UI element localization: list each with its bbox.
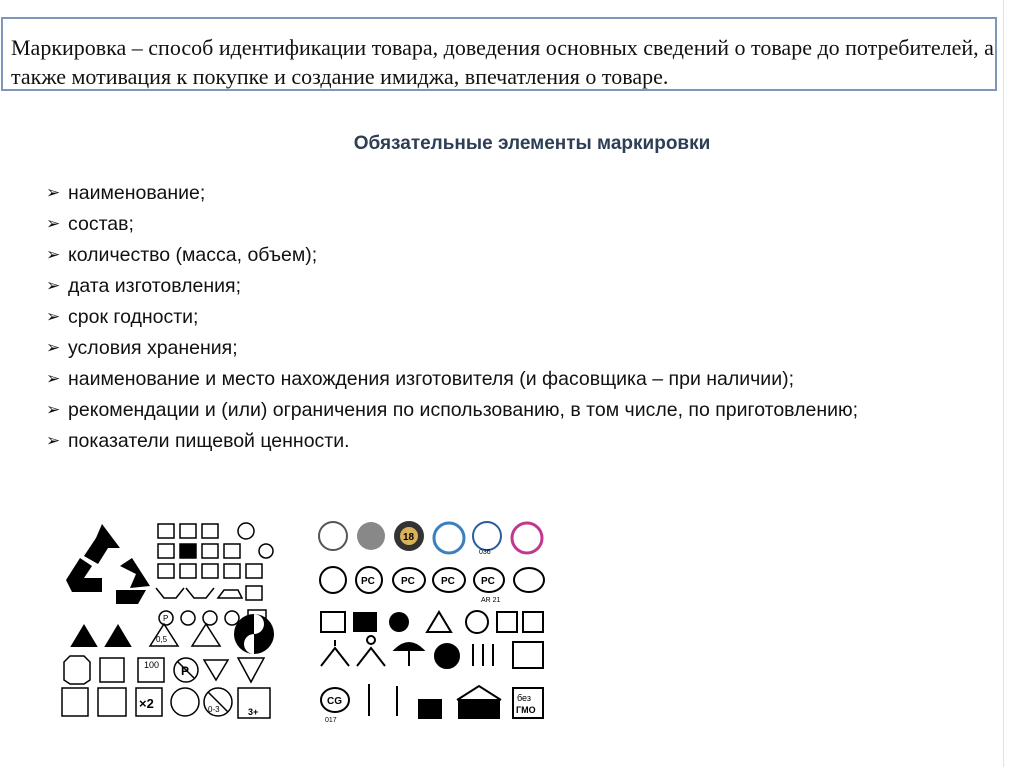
list-item: ➢ рекомендации и (или) ограничения по использованию, в том числе, по приготовлению; (46, 395, 996, 426)
definition-text: Маркировка – способ идентификации товара, доведения основных сведений о товаре до потребителей, а также мотивация к покупке и создание имиджа, впечатления о товаре. (11, 35, 994, 89)
list-item: ➢ наименование; (46, 178, 996, 209)
number-017-label: 017 (325, 717, 337, 724)
bez-label: без (517, 693, 531, 703)
list-item: ➢ наименование и место нахождения изготовителя (и фасовщика – при наличии); (46, 364, 996, 395)
section-title: Обязательные элементы маркировки (353, 133, 711, 154)
packaging-symbols-left (58, 518, 280, 724)
svg-text:PC: PC (361, 576, 375, 587)
code-036-label: 036 (479, 549, 491, 556)
list-item: ➢ показатели пищевой ценности. (46, 426, 996, 457)
age-plus-label: 3+ (248, 707, 259, 717)
age-range-label: 0-3 (208, 705, 220, 714)
certification-mark-icons (319, 521, 544, 724)
list-item: ➢ дата изготовления; (46, 271, 996, 302)
list-item: ➢ условия хранения; (46, 333, 996, 364)
list-item: ➢ срок годности; (46, 302, 996, 333)
svg-text:PC: PC (401, 576, 415, 587)
svg-text:P: P (163, 614, 169, 623)
svg-text:P: P (181, 664, 190, 678)
list-item: ➢ состав; (46, 209, 996, 240)
times-two-label: ×2 (139, 696, 154, 711)
definition-box (1, 17, 997, 91)
gmo-label: ГМО (516, 705, 536, 715)
mandatory-elements-list (46, 178, 996, 457)
dose-label: 0,5 (156, 635, 168, 644)
recycling-triangle-icon (62, 524, 150, 606)
green-dot-icon (234, 614, 274, 654)
svg-text:CG: CG (327, 696, 342, 707)
packaging-symbols-right (317, 516, 549, 724)
svg-text:PC: PC (481, 576, 495, 587)
laundry-care-icons (156, 523, 273, 626)
list-item: ➢ количество (масса, объем); (46, 240, 996, 271)
hundred-label: 100 (144, 660, 160, 670)
slide-edge-line (1003, 0, 1004, 767)
ar21-label: AR 21 (481, 597, 501, 604)
age-18-label: 18 (403, 532, 415, 543)
svg-text:PC: PC (441, 576, 455, 587)
